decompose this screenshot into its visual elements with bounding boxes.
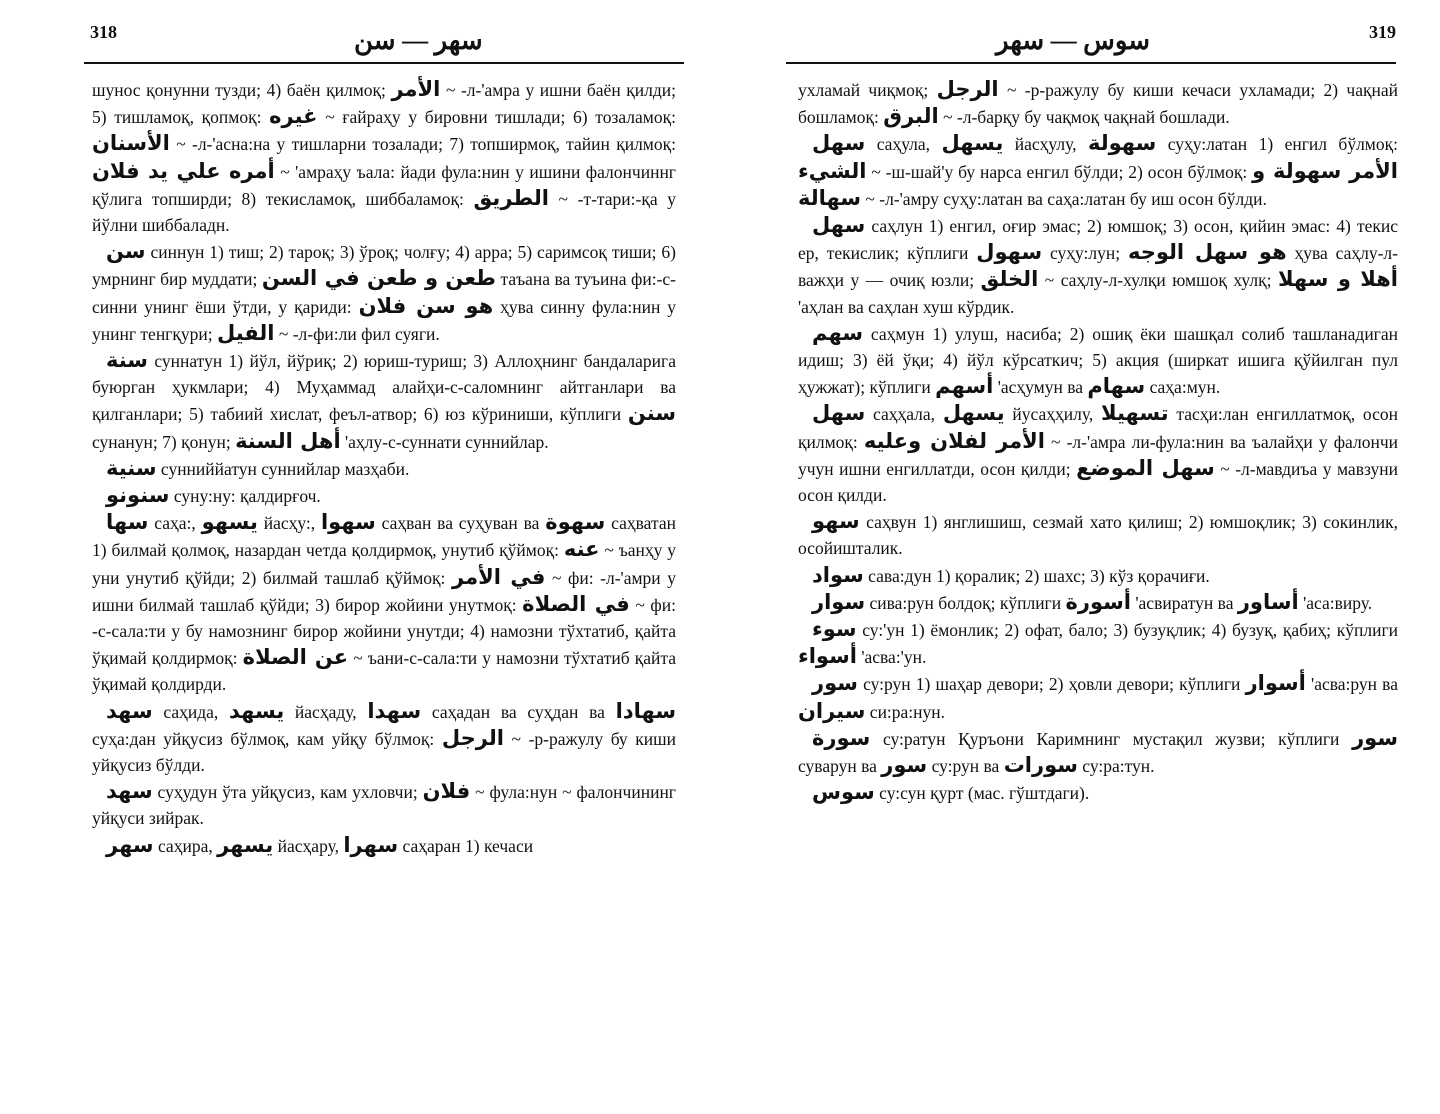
dictionary-entry: سهر саҳира, يسهر йасҳару, سهرا саҳаран 1) кечаси bbox=[106, 832, 534, 857]
arabic-headword: سهرا bbox=[343, 832, 399, 857]
page-header bbox=[786, 20, 1396, 64]
arabic-headword: سنن bbox=[627, 401, 676, 426]
arabic-headword: سورة bbox=[812, 725, 871, 750]
arabic-headword: هو سهل الوجه bbox=[1127, 240, 1287, 265]
arabic-headword: سور bbox=[812, 671, 858, 696]
arabic-headword: البرق bbox=[883, 104, 939, 129]
arabic-headword: الشيء bbox=[798, 158, 867, 183]
arabic-headword: سنة bbox=[106, 348, 148, 373]
arabic-headword: سهادا bbox=[615, 698, 676, 723]
arabic-headword: أساور bbox=[1237, 589, 1299, 614]
dictionary-entry: سور су:рун 1) шаҳар девори; 2) ҳовли девори; кўплиги أسوار 'асва:рун ва سيران си:ра:нун. bbox=[798, 671, 1398, 723]
header-rule bbox=[84, 62, 684, 64]
arabic-headword: الأسنان bbox=[92, 131, 170, 156]
arabic-headword: يسهل bbox=[941, 131, 1004, 156]
arabic-headword: سوار bbox=[812, 589, 866, 614]
dictionary-entry: سورة су:ратун Қуръони Каримнинг мустақил жузви; кўплиги سور суварун ва سور су:рун ва سورات су:ра:тун. bbox=[798, 725, 1398, 778]
arabic-headword: يسهل bbox=[942, 401, 1005, 426]
arabic-headword: سهول bbox=[976, 240, 1043, 265]
dictionary-entry: шунос қонунни тузди; 4) баён қилмоқ; الأمر ~ -л-'амра у ишни баён қилди; 5) тишламоқ, қопмоқ: غيره ~ ғайраҳу у бировни тишлади; 6) тозаламоқ: الأسنان ~ -л-'асна:на у тишларни тозалади; 7) топширмоқ, тайин қилмоқ: أمره علي يد فلان ~ 'амраҳу ъала: йади фула:нин у ишини фалончиннг қўлига топширди; 8) текисламоқ, шиббаламоқ: الطريق ~ -т-тари:-қа у йўлни шиббаладн. bbox=[92, 77, 676, 236]
arabic-headword: سور bbox=[1352, 725, 1398, 750]
arabic-headword: سهم bbox=[812, 320, 863, 345]
arabic-headword: سهل bbox=[812, 401, 866, 426]
dictionary-column bbox=[92, 76, 676, 859]
dictionary-entry: سنية сунниййатун суннийлар мазҳаби. bbox=[106, 455, 410, 480]
arabic-headword: الأمر سهولة و سهالة bbox=[798, 158, 1398, 210]
arabic-headword: أسواء bbox=[798, 644, 857, 669]
dictionary-entry: سهل саҳлун 1) енгил, оғир эмас; 2) юмшоқ; 3) осон, қийин эмас: 4) текис ер, текислик; кўплиги سهول суҳу:лун; هو سهل الوجه ҳува саҳлу-л-важҳи у — очиқ юзли; الخلق ~ саҳлу-л-хулқи юмшоқ хулқ; أهلا و سهلا 'аҳлан ва саҳлан хуш кўрдик. bbox=[798, 213, 1399, 317]
dictionary-entry: سهل саҳула, يسهل йасҳулу, سهولة суҳу:латан 1) енгил бўлмоқ: الشيء ~ -ш-шай'у бу нарса енгил бўлди; 2) осон бўлмоқ: الأمر سهولة و سهالة ~ -л-'амру суҳу:латан ва саҳа:латан бу иш осон бўлди. bbox=[798, 131, 1398, 210]
dictionary-entry: سواد сава:дун 1) қоралик; 2) шахс; 3) кўз қорачиғи. bbox=[812, 562, 1210, 587]
arabic-headword: أسورة bbox=[1065, 589, 1131, 614]
dictionary-entry: سنونو суну:ну: қалдирғоч. bbox=[106, 483, 321, 508]
dictionary-entry: سن синнун 1) тиш; 2) тароқ; 3) ўроқ; чолғу; 4) арра; 5) саримсоқ тиши; 6) умрнинг бир муддати; طعن و طعن في السن таъана ва туъина фи:-с-синни унинг ёши ўтди, у қариди: هو سن فلان ҳува синну фула:нин у унинг тенгқури; الفيل ~ -л-фи:ли фил суяги. bbox=[92, 239, 676, 345]
dictionary-entry: سهم саҳмун 1) улуш, насиба; 2) ошиқ ёки шашқал солиб ташланадиган идиш; 3) ёй ўқи; 4) йўл кўрсаткич; 5) акция (ширкат ишига қўйилган пул ҳужжат); кўплиги أسهم 'асҳумун ва سهام саҳа:мун. bbox=[798, 320, 1398, 399]
running-head: سوس — سهر bbox=[996, 26, 1151, 55]
arabic-headword: سهدا bbox=[367, 698, 422, 723]
arabic-headword: عنه bbox=[563, 537, 600, 562]
arabic-headword: سهد bbox=[106, 698, 153, 723]
dictionary-entry: سنة суннатун 1) йўл, йўриқ; 2) юриш-туриш; 3) Аллоҳнинг бандаларига буюрган ҳукмлари; 4) Муҳаммад алайҳи-с-саломнинг айтганлари ва қилганлари; 5) табиий хислат, феъл-атвор; 6) юз кўриниши, кўплиги سنن сунанун; 7) қонун; أهل السنة 'аҳлу-с-суннати суннийлар. bbox=[92, 348, 676, 453]
arabic-headword: سوء bbox=[812, 617, 857, 642]
running-head: سهر — سن bbox=[354, 26, 483, 55]
arabic-headword: فلان bbox=[422, 779, 471, 804]
arabic-headword: الأمر لفلان وعليه bbox=[863, 428, 1045, 453]
arabic-headword: الفيل bbox=[216, 320, 275, 345]
arabic-headword: سنونو bbox=[106, 483, 170, 508]
arabic-headword: سها bbox=[106, 510, 149, 535]
arabic-headword: سنية bbox=[106, 455, 157, 480]
arabic-headword: يسهر bbox=[217, 832, 274, 857]
arabic-headword: سهل bbox=[812, 131, 866, 156]
arabic-headword: سهوا bbox=[320, 510, 376, 535]
arabic-headword: سهوة bbox=[545, 510, 606, 535]
dictionary-entry: ухламай чиқмоқ; الرجل ~ -р-ражулу бу киши кечаси ухламади; 2) чақнай бошламоқ: البرق ~ -л-барқу бу чақмоқ чақнай бошлади. bbox=[798, 77, 1398, 129]
dictionary-entry: سهو саҳвун 1) янглишиш, сезмай хато қилиш; 2) юмшоқлик; 3) сокинлик, осойишталик. bbox=[798, 509, 1398, 559]
page-number: 318 bbox=[90, 22, 117, 42]
arabic-headword: سواد bbox=[812, 562, 864, 587]
arabic-headword: أمره علي يد فلان bbox=[92, 158, 275, 183]
dictionary-entry: سوس су:сун қурт (мас. гўштдаги). bbox=[812, 780, 1090, 805]
arabic-headword: الخلق bbox=[980, 267, 1039, 292]
arabic-headword: الأمر bbox=[391, 77, 441, 101]
arabic-headword: يسهد bbox=[228, 698, 285, 723]
arabic-headword: سهو bbox=[812, 509, 860, 534]
arabic-headword: أهلا و سهلا bbox=[1277, 267, 1399, 292]
arabic-headword: سهر bbox=[106, 832, 154, 857]
arabic-headword: في الصلاة bbox=[522, 591, 630, 616]
arabic-headword: أسهم bbox=[935, 374, 994, 399]
arabic-headword: سهد bbox=[106, 779, 153, 804]
dictionary-entry: سها саҳа:, يسهو йасҳу:, سهوا саҳван ва суҳуван ва سهوة саҳватан 1) билмай қолмоқ, назардан четда қолдирмоқ, унутиб қўймоқ: عنه ~ ъанҳу у уни унутиб қўйди; 2) билмай ташлаб қўймоқ: في الأمر ~ фи: -л-'амри у ишни билмай ташлаб қўйди; 3) бирор жойини унутмоқ: في الصلاة ~ фи: -с-сала:ти у бу намознинг бирор жойини унутди; 4) намозни тўхтатиб, қайта ўқимай қолдирмоқ: عن الصلاة ~ ъани-с-сала:ти у намозни тўхтатиб қайта ўқимай қолдирди. bbox=[92, 510, 677, 695]
arabic-headword: سورات bbox=[1003, 753, 1078, 778]
arabic-headword: الرجل bbox=[936, 77, 999, 101]
arabic-headword: سهولة bbox=[1087, 131, 1157, 156]
dictionary-entry: سوء су:'ун 1) ёмонлик; 2) офат, бало; 3) бузуқлик; 4) бузуқ, қабиҳ; кўплиги أسواء 'асва:'ун. bbox=[798, 617, 1398, 669]
dictionary-entry: سوار сива:рун болдоқ; кўплиги أسورة 'асвиратун ва أساور 'аса:виру. bbox=[812, 589, 1373, 614]
page-number: 319 bbox=[1369, 22, 1396, 42]
dictionary-column bbox=[798, 76, 1398, 806]
right-page bbox=[720, 0, 1440, 1114]
dictionary-entry: سهل саҳҳала, يسهل йусаҳҳилу, تسهيلا тасҳи:лан енгиллатмоқ, осон қилмоқ: الأمر لفلان وعليه ~ -л-'амра ли-фула:нин ва ъалайҳи у фалончи учун ишни енгиллатди, осон қилди; سهل الموضع ~ -л-мавдиъа у мавзуни осон қилди. bbox=[798, 401, 1398, 506]
arabic-headword: الرجل bbox=[441, 725, 504, 750]
arabic-headword: طعن و طعن في السن bbox=[261, 266, 496, 291]
arabic-headword: سهام bbox=[1087, 374, 1146, 399]
arabic-headword: سن bbox=[106, 239, 146, 264]
dictionary-entry: سهد саҳида, يسهد йасҳаду, سهدا саҳадан ва суҳдан ва سهادا суҳа:дан уйқусиз бўлмоқ, кам уйқу бўлмоқ: الرجل ~ -р-ражулу бу киши уйқусиз бўлди. bbox=[92, 698, 676, 776]
arabic-headword: في الأمر bbox=[452, 564, 546, 589]
arabic-headword: غيره bbox=[269, 104, 318, 129]
arabic-headword: هو سن فلان bbox=[358, 293, 494, 318]
arabic-headword: أسوار bbox=[1245, 671, 1306, 696]
arabic-headword: أهل السنة bbox=[235, 428, 341, 453]
arabic-headword: الطريق bbox=[473, 185, 549, 210]
arabic-headword: سهل bbox=[812, 213, 866, 238]
dictionary-entry: سهد суҳудун ўта уйқусиз, кам ухловчи; فلان ~ фула:нун ~ фалончининг уйқуси зийрак. bbox=[92, 779, 676, 829]
page-header bbox=[84, 20, 684, 64]
arabic-headword: سور bbox=[881, 753, 928, 778]
arabic-headword: عن الصلاة bbox=[242, 645, 349, 670]
arabic-headword: سيران bbox=[798, 698, 866, 723]
arabic-headword: يسهو bbox=[201, 510, 258, 535]
header-rule bbox=[786, 62, 1396, 64]
arabic-headword: تسهيلا bbox=[1101, 401, 1169, 426]
arabic-headword: سوس bbox=[812, 780, 875, 805]
arabic-headword: سهل الموضع bbox=[1076, 455, 1215, 480]
